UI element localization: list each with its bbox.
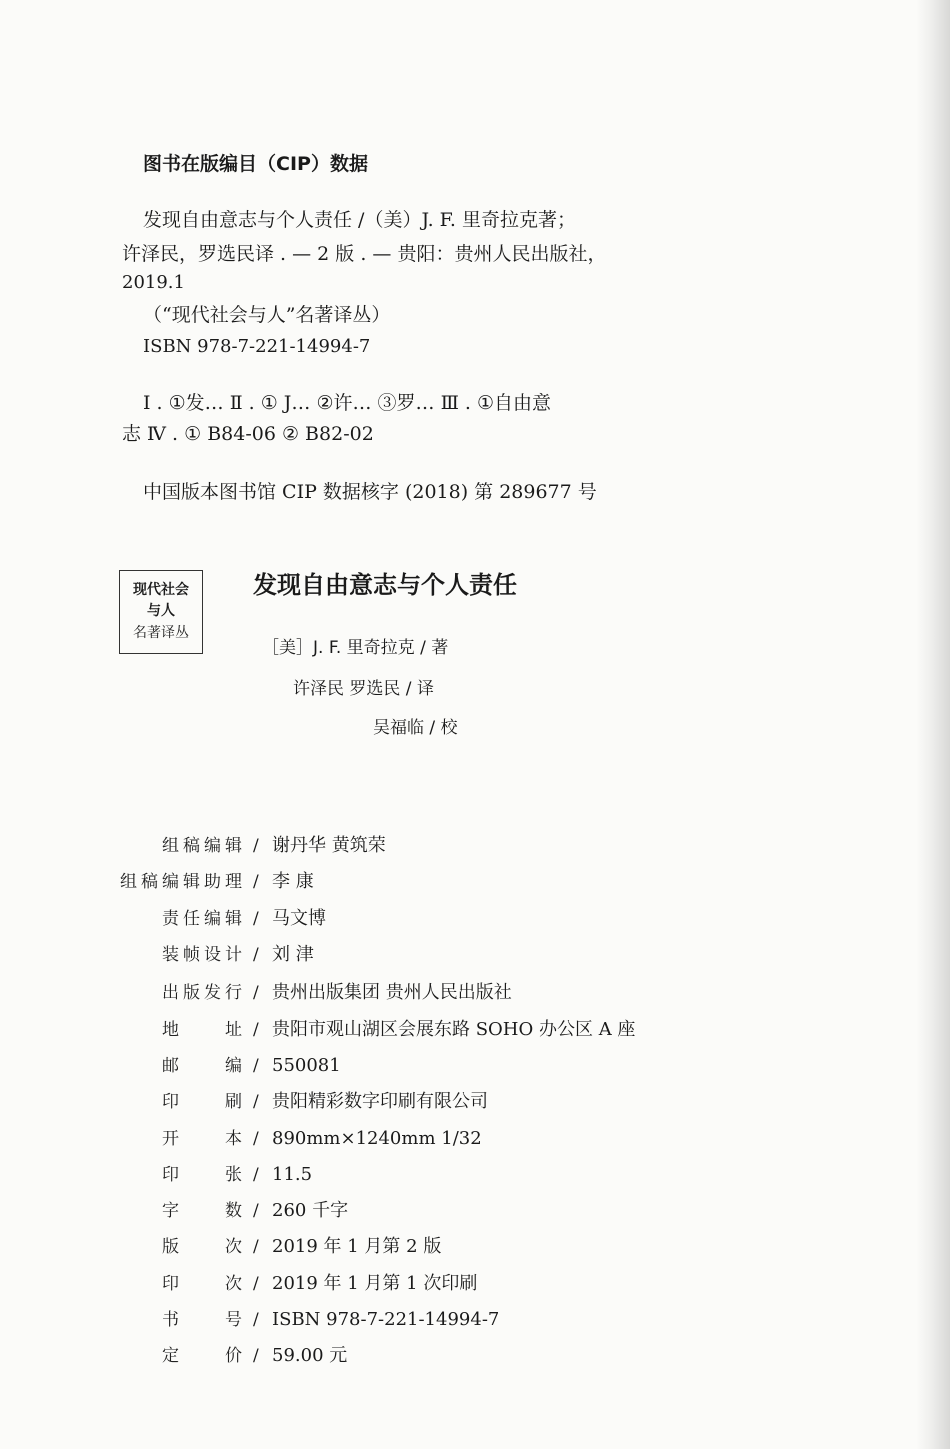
imprint-label: 出版发行	[162, 983, 242, 1003]
imprint-label: 印次	[162, 1274, 242, 1294]
author-credit: ［美］J. F. 里奇拉克 / 著	[262, 638, 449, 658]
cip-isbn-line: ISBN 978-7-221-14994-7	[143, 336, 371, 357]
proofreader-credit: 吴福临 / 校	[373, 718, 458, 738]
imprint-label: 定价	[162, 1346, 242, 1366]
imprint-separator: /	[253, 945, 259, 965]
imprint-value: 谢丹华 黄筑荣	[272, 835, 386, 856]
series-logo-box	[119, 570, 203, 654]
series-box-line: 现代社会	[133, 582, 189, 598]
imprint-separator: /	[253, 1274, 259, 1294]
imprint-separator: /	[253, 872, 259, 892]
imprint-label: 责任编辑	[162, 909, 242, 929]
series-box-line: 名著译丛	[133, 625, 189, 641]
imprint-separator: /	[253, 1346, 259, 1366]
imprint-separator: /	[253, 836, 259, 856]
imprint-label: 组稿编辑助理	[120, 872, 242, 892]
imprint-value: 59.00 元	[272, 1345, 348, 1366]
imprint-label: 印张	[162, 1165, 242, 1185]
imprint-value: ISBN 978-7-221-14994-7	[272, 1309, 500, 1330]
imprint-separator: /	[253, 1092, 259, 1112]
imprint-value: 550081	[272, 1055, 341, 1076]
cip-date-line: 2019.1	[122, 272, 185, 293]
page-edge-shadow	[916, 0, 950, 1449]
imprint-value: 2019 年 1 月第 1 次印刷	[272, 1273, 478, 1294]
imprint-value: 贵阳市观山湖区会展东路 SOHO 办公区 A 座	[272, 1019, 636, 1040]
imprint-separator: /	[253, 1056, 259, 1076]
imprint-value: 贵州出版集团 贵州人民出版社	[272, 982, 512, 1003]
cip-classification-line-2: 志 Ⅳ . ① B84-06 ② B82-02	[122, 423, 374, 445]
imprint-label: 开本	[162, 1129, 242, 1149]
imprint-label: 地址	[162, 1020, 242, 1040]
imprint-separator: /	[253, 1201, 259, 1221]
imprint-value: 2019 年 1 月第 2 版	[272, 1236, 442, 1257]
translator-credit: 许泽民 罗选民 / 译	[293, 679, 434, 699]
cip-series-line: （“现代社会与人”名著译丛）	[143, 304, 391, 326]
cip-publication-line: 许泽民，罗选民译 . — 2 版 . — 贵阳：贵州人民出版社，	[122, 243, 607, 265]
imprint-separator: /	[253, 909, 259, 929]
imprint-separator: /	[253, 1310, 259, 1330]
cip-heading: 图书在版编目（CIP）数据	[143, 153, 368, 175]
imprint-value: 刘 津	[272, 944, 314, 965]
imprint-separator: /	[253, 983, 259, 1003]
imprint-separator: /	[253, 1237, 259, 1257]
cip-classification-line: Ⅰ . ①发… Ⅱ . ① J… ②许… ③罗… Ⅲ . ①自由意	[143, 392, 552, 414]
imprint-value: 马文博	[272, 908, 326, 929]
imprint-value: 11.5	[272, 1164, 313, 1185]
imprint-separator: /	[253, 1129, 259, 1149]
imprint-value: 260 千字	[272, 1200, 349, 1221]
imprint-value: 贵阳精彩数字印刷有限公司	[272, 1091, 488, 1112]
imprint-label: 组稿编辑	[162, 836, 242, 856]
series-box-line: 与人	[147, 603, 175, 619]
book-title: 发现自由意志与个人责任	[253, 571, 517, 599]
imprint-label: 印刷	[162, 1092, 242, 1112]
imprint-label: 字数	[162, 1201, 242, 1221]
imprint-label: 书号	[162, 1310, 242, 1330]
imprint-separator: /	[253, 1020, 259, 1040]
imprint-separator: /	[253, 1165, 259, 1185]
imprint-label: 邮编	[162, 1056, 242, 1076]
cip-verification-number: 中国版本图书馆 CIP 数据核字 (2018) 第 289677 号	[143, 481, 597, 503]
cip-title-line: 发现自由意志与个人责任 /（美）J. F. 里奇拉克著；	[143, 209, 576, 231]
imprint-value: 890mm×1240mm 1/32	[272, 1128, 482, 1149]
imprint-label: 版次	[162, 1237, 242, 1257]
imprint-label: 装帧设计	[162, 945, 242, 965]
imprint-value: 李 康	[272, 871, 314, 892]
